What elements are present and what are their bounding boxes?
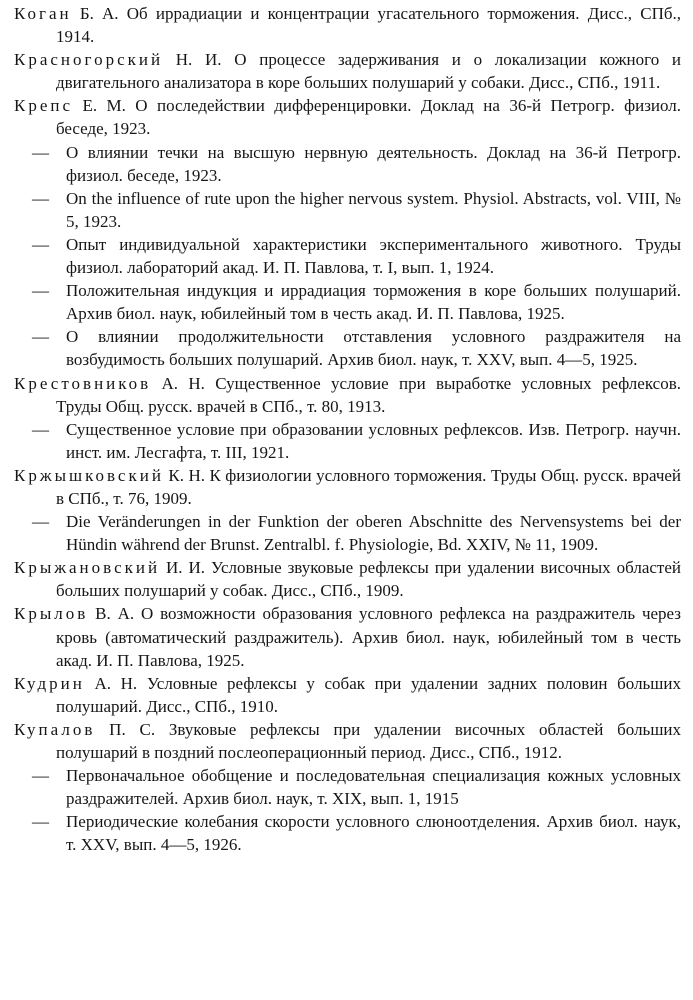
author-surname: Крепс: [14, 96, 74, 116]
bibliography-entry: [14, 48, 681, 94]
bibliography-subentry: [14, 233, 681, 279]
entry-text: О последействии дифференцировки. Доклад на 36-й Петрогр. физиол. беседе, 1923.: [56, 96, 682, 139]
dash-mark: —: [32, 281, 49, 301]
author-surname: Кржышковский: [14, 465, 164, 485]
subentry-text: О влиянии течки на высшую нервную деятельность. Доклад на 36-й Петрогр. физиол. беседе, 1923.: [66, 142, 681, 185]
bibliography-entry: [14, 464, 681, 510]
subentry-text: Опыт индивидуальной характеристики экспериментального животного. Труды физиол. лабораторий акад. И. П. Павлова, т. I, вып. 1, 1924.: [66, 234, 681, 278]
entry-text: О возможности образования условного рефлекса на раздражитель через кровь (автоматический раздражитель). Архив биол. наук, юбилейный том в честь акад. И. П. Павлова, 1925.: [56, 604, 682, 670]
author-initials: А. Н.: [94, 673, 138, 693]
bibliography-entry: [14, 602, 681, 671]
bibliography-subentry: [14, 810, 681, 856]
bibliography-entry: [14, 372, 681, 418]
author-initials: Б. А.: [79, 4, 119, 23]
author-initials: И. И.: [166, 558, 206, 578]
author-initials: Н. И.: [175, 50, 222, 70]
entry-text: К физиологии условного торможения. Труды Общ. русск. врачей в СПб., т. 76, 1909.: [56, 465, 682, 508]
bibliography-entry: [14, 2, 681, 48]
entry-text: Звуковые рефлексы при удалении височных областей больших полушарий в поздний послеоперационный период. Дисс., СПб., 1912.: [56, 719, 682, 762]
bibliography-subentry: [14, 418, 681, 464]
author-initials: К. Н.: [168, 465, 205, 485]
author-surname: Крестовников: [14, 373, 152, 393]
subentry-text: Периодические колебания скорости условного слюноотделения. Архив биол. наук, т. XXV, вып. 4—5, 1926.: [66, 812, 681, 855]
entry-text: Об иррадиации и концентрации угасательного торможения. Дисс., СПб., 1914.: [56, 4, 682, 47]
author-surname: Красногорский: [14, 50, 164, 70]
dash-mark: —: [32, 188, 49, 208]
subentry-text: О влиянии продолжительности отставления условного раздражителя на возбудимость больших полушарий. Архив биол. наук, т. XXV, вып. 4—5, 1925.: [66, 327, 681, 370]
entry-text: Условные рефлексы у собак при удалении задних половин больших полушарий. Дисс., СПб., 1910.: [56, 673, 681, 716]
dash-mark: —: [32, 419, 49, 439]
bibliography-subentry: [14, 510, 681, 556]
author-surname: Купалов: [14, 719, 96, 739]
author-initials: А. Н.: [161, 373, 205, 393]
bibliography-entry: [14, 556, 681, 602]
bibliography-subentry: [14, 141, 681, 187]
dash-mark: —: [32, 512, 49, 532]
bibliography-entry: [14, 94, 681, 140]
entry-text: Существенное условие при выработке условных рефлексов. Труды Общ. русск. врачей в СПб., т. 80, 1913.: [56, 373, 681, 416]
dash-mark: —: [32, 234, 49, 254]
author-initials: Е. М.: [82, 96, 126, 116]
bibliography-entry: [14, 672, 681, 718]
subentry-text: Положительная индукция и иррадиация торможения в коре больших полушарий. Архив биол. наук, юбилейный том в честь акад. И. П. Павлова, 1925.: [66, 281, 681, 324]
bibliography-subentry: [14, 279, 681, 325]
author-surname: Крылов: [14, 604, 89, 624]
dash-mark: —: [32, 766, 49, 786]
entry-text: Условные звуковые рефлексы при удалении височных областей больших полушарий у собак. Дисс., СПб., 1909.: [56, 558, 682, 601]
dash-mark: —: [32, 812, 49, 832]
author-surname: Коган: [14, 4, 72, 23]
entry-text: О процессе задерживания и о локализации кожного и двигательного анализатора в коре больших полушарий у собаки. Дисс., СПб., 1911.: [56, 50, 681, 93]
bibliography-subentry: [14, 187, 681, 233]
author-initials: В. А.: [95, 604, 135, 624]
bibliography-subentry: [14, 764, 681, 810]
bibliography-entry: [14, 718, 681, 764]
subentry-text: Существенное условие при образовании условных рефлексов. Изв. Петрогр. научн. инст. им. Лесгафта, т. III, 1921.: [66, 419, 681, 462]
author-initials: П. С.: [109, 719, 156, 739]
subentry-text: Die Veränderungen in der Funktion der oberen Abschnitte des Nervensystems bei der Hündin während der Brunst. Zentralbl. f. Physiologie, Bd. XXIV, № 11, 1909.: [66, 512, 681, 555]
subentry-text: Первоначальное обобщение и последовательная специализация кожных условных раздражителей. Архив биол. наук, т. XIX, вып. 1, 1915: [66, 766, 681, 809]
author-surname: Кудрин: [14, 673, 85, 693]
dash-mark: —: [32, 327, 49, 347]
author-surname: Крыжановский: [14, 558, 161, 578]
subentry-text: On the influence of rute upon the higher nervous system. Physiol. Abstracts, vol. VIII, № 5, 1923.: [66, 188, 681, 231]
bibliography-subentry: [14, 325, 681, 371]
dash-mark: —: [32, 142, 49, 162]
